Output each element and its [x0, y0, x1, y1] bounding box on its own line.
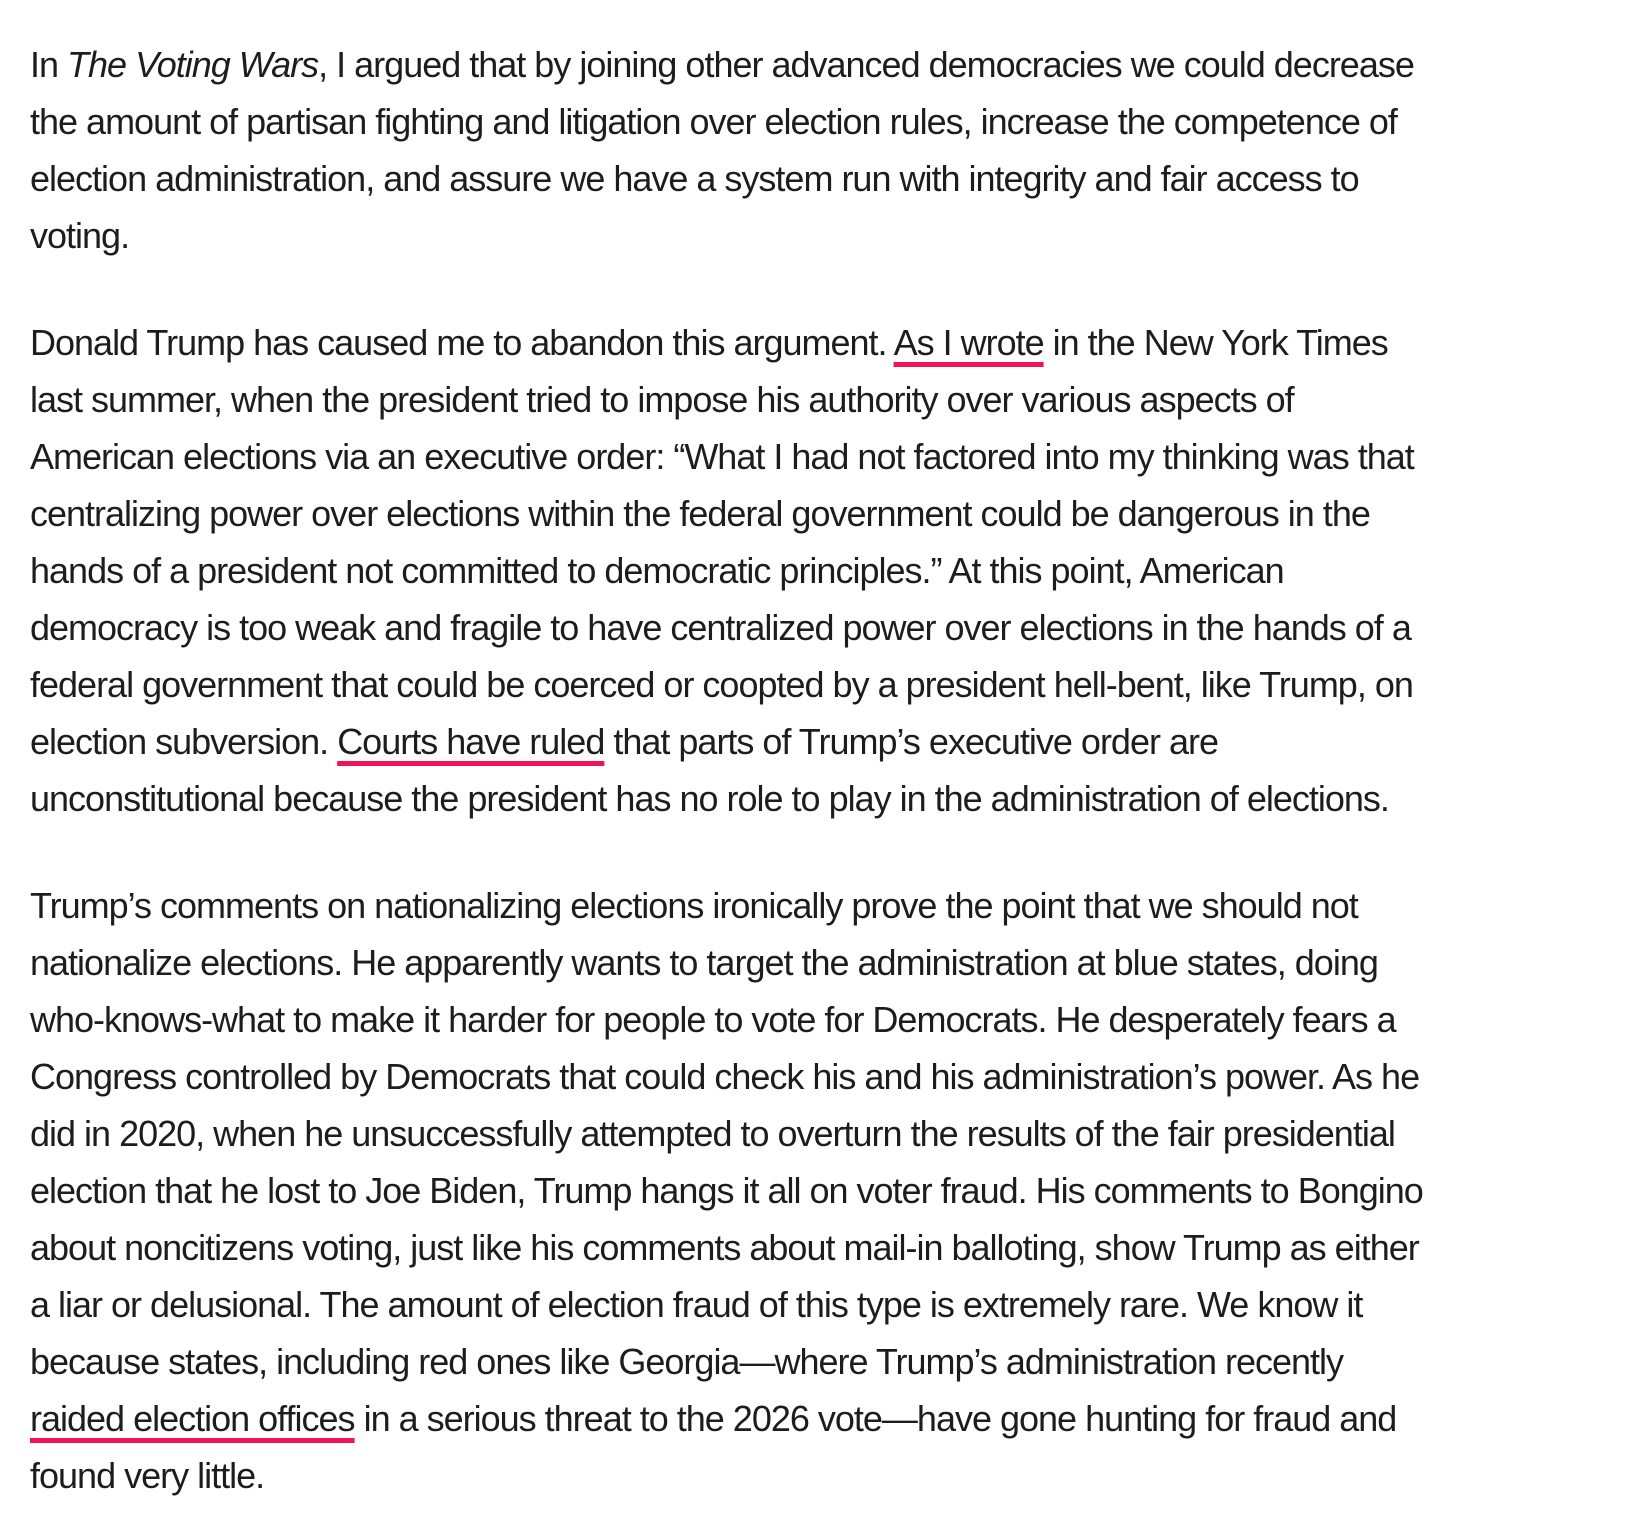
text-line: [30, 150, 1606, 207]
text-line: [30, 1276, 1606, 1333]
text-segment: nationalize elections. He apparently wants to target the administration at blue states, doing: [30, 942, 1378, 983]
text-segment: Donald Trump has caused me to abandon this argument.: [30, 322, 894, 363]
text-line: [30, 934, 1606, 991]
text-line: [30, 656, 1606, 713]
text-line: [30, 207, 1606, 264]
paragraph: [30, 36, 1606, 264]
text-segment: election subversion.: [30, 721, 338, 762]
text-line: [30, 599, 1606, 656]
text-line: [30, 1390, 1606, 1447]
text-segment: in the New York Times: [1043, 322, 1388, 363]
text-line: [30, 485, 1606, 542]
text-segment: , I argued that by joining other advanced democracies we could decrease: [318, 44, 1414, 85]
text-segment: centralizing power over elections within the federal government could be dangerous in the: [30, 493, 1370, 534]
text-line: [30, 713, 1606, 770]
paragraph: [30, 877, 1606, 1504]
paragraph: [30, 314, 1606, 827]
text-line: [30, 1048, 1606, 1105]
text-segment: In: [30, 44, 68, 85]
link-as-i-wrote[interactable]: As I wrote: [893, 322, 1044, 363]
text-line: [30, 36, 1606, 93]
text-segment: the amount of partisan fighting and litigation over election rules, increase the competence of: [30, 101, 1397, 142]
text-segment: election administration, and assure we have a system run with integrity and fair access to: [30, 158, 1359, 199]
text-segment: voting.: [30, 215, 130, 256]
link-courts-have-ruled[interactable]: Courts have ruled: [337, 721, 605, 762]
text-line: [30, 314, 1606, 371]
text-segment: unconstitutional because the president has no role to play in the administration of elections.: [30, 778, 1389, 819]
text-line: [30, 93, 1606, 150]
text-segment: in a serious threat to the 2026 vote—have gone hunting for fraud and: [354, 1398, 1397, 1439]
text-line: [30, 1219, 1606, 1276]
text-segment: last summer, when the president tried to impose his authority over various aspects of: [30, 379, 1294, 420]
text-segment: Trump’s comments on nationalizing elections ironically prove the point that we should not: [30, 885, 1358, 926]
text-line: [30, 1333, 1606, 1390]
text-segment: Congress controlled by Democrats that could check his and his administration’s power. As he: [30, 1056, 1420, 1097]
text-segment: who-knows-what to make it harder for people to vote for Democrats. He desperately fears a: [30, 999, 1396, 1040]
text-line: [30, 877, 1606, 934]
text-segment: federal government that could be coerced or coopted by a president hell-bent, like Trump, on: [30, 664, 1413, 705]
text-segment: about noncitizens voting, just like his comments about mail-in balloting, show Trump as either: [30, 1227, 1419, 1268]
text-segment: because states, including red ones like Georgia—where Trump’s administration recently: [30, 1341, 1344, 1382]
text-line: [30, 428, 1606, 485]
text-line: [30, 542, 1606, 599]
text-segment: found very little.: [30, 1455, 265, 1496]
book-title-the-voting-wars: The Voting Wars: [67, 44, 319, 85]
text-line: [30, 991, 1606, 1048]
text-line: [30, 770, 1606, 827]
text-line: [30, 1105, 1606, 1162]
text-line: [30, 1447, 1606, 1504]
text-line: [30, 371, 1606, 428]
text-segment: democracy is too weak and fragile to have centralized power over elections in the hands of a: [30, 607, 1411, 648]
text-segment: that parts of Trump’s executive order are: [604, 721, 1218, 762]
text-segment: hands of a president not committed to democratic principles.” At this point, American: [30, 550, 1284, 591]
text-segment: American elections via an executive order: “What I had not factored into my thinking was that: [30, 436, 1414, 477]
text-segment: did in 2020, when he unsuccessfully attempted to overturn the results of the fair presidential: [30, 1113, 1395, 1154]
text-line: [30, 1162, 1606, 1219]
link-raided-election-offices[interactable]: raided election offices: [30, 1398, 355, 1439]
text-segment: a liar or delusional. The amount of election fraud of this type is extremely rare. We know it: [30, 1284, 1363, 1325]
text-segment: election that he lost to Joe Biden, Trump hangs it all on voter fraud. His comments to Bongino: [30, 1170, 1423, 1211]
